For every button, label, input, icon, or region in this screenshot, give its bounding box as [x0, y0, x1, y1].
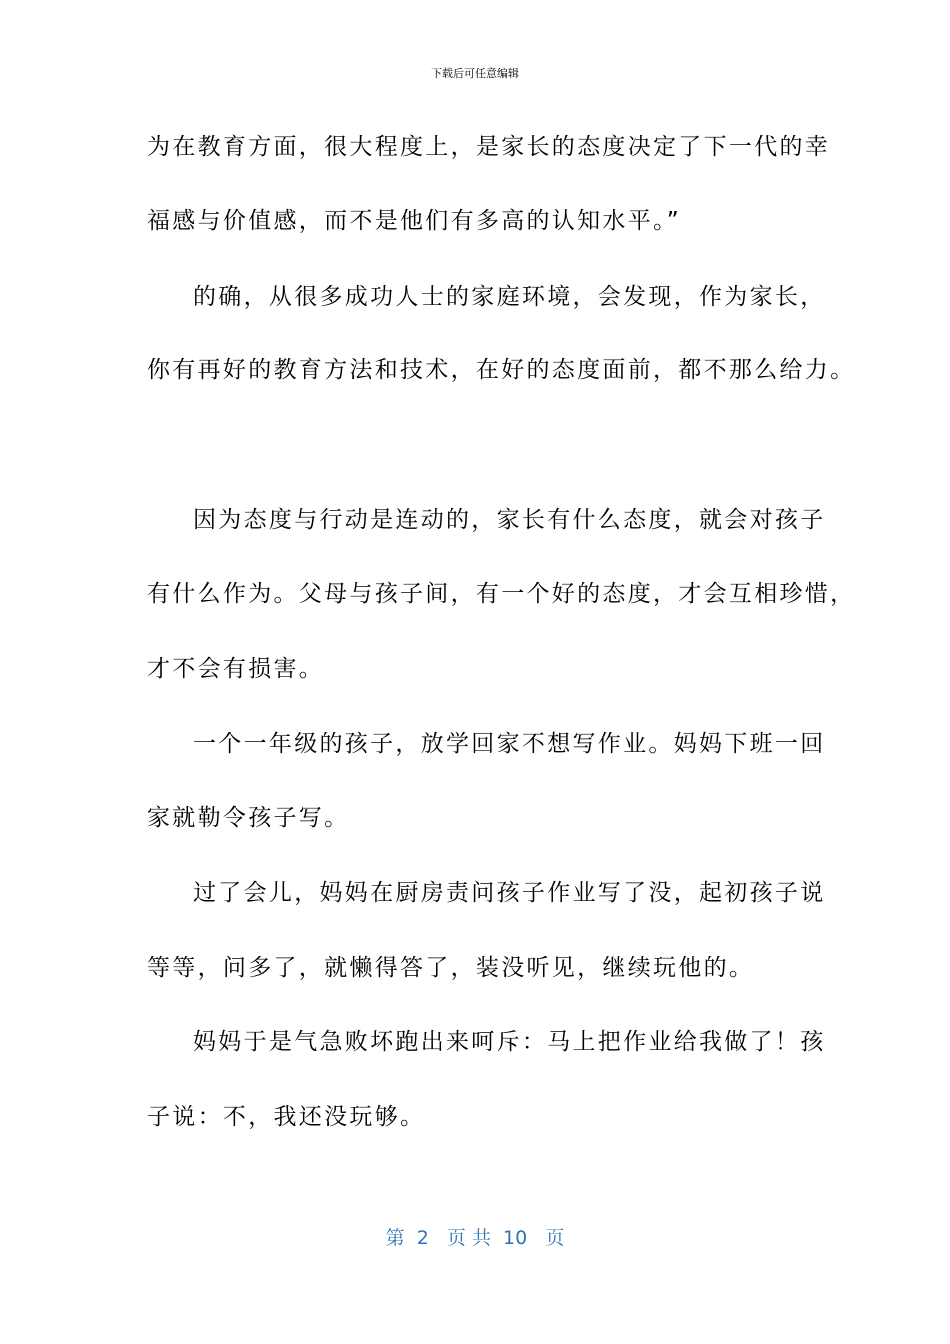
paragraph-line: 家就勒令孩子写。 — [147, 805, 350, 831]
page-number: 第 2 页 共 10 页 — [385, 1227, 565, 1249]
paragraph-line: 过了会儿，妈妈在厨房责问孩子作业写了没，起初孩子说 — [193, 880, 826, 906]
paragraph-line: 因为态度与行动是连动的，家长有什么态度，就会对孩子 — [193, 507, 826, 533]
paragraph-line: 福感与价值感，而不是他们有多高的认知水平。” — [147, 208, 682, 234]
paragraph-line: 才不会有损害。 — [147, 656, 325, 682]
paragraph-line: 等等，问多了，就懒得答了，装没听见，继续玩他的。 — [147, 955, 755, 981]
paragraph-line: 妈妈于是气急败坏跑出来呵斥：马上把作业给我做了！孩 — [193, 1029, 826, 1055]
paragraph-line: 有什么作为。父母与孩子间，有一个好的态度，才会互相珍惜， — [147, 581, 856, 607]
header-note: 下载后可任意编辑 — [431, 67, 519, 80]
paragraph-line: 为在教育方面，很大程度上，是家长的态度决定了下一代的幸 — [147, 134, 831, 160]
paragraph-line: 一个一年级的孩子，放学回家不想写作业。妈妈下班一回 — [193, 731, 826, 757]
paragraph-line: 你有再好的教育方法和技术，在好的态度面前，都不那么给力。 — [147, 357, 856, 383]
paragraph-line: 子说：不，我还没玩够。 — [147, 1104, 426, 1130]
paragraph-line: 的确，从很多成功人士的家庭环境，会发现，作为家长， — [193, 284, 826, 310]
